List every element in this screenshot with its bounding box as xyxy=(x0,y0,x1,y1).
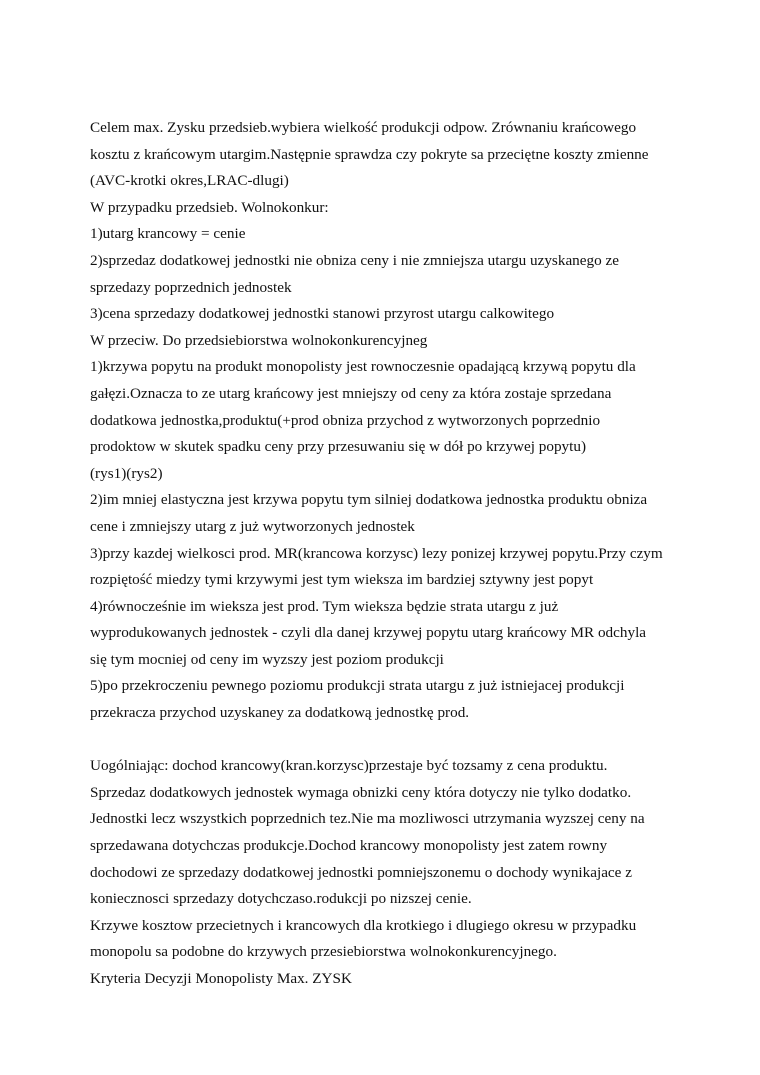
text-line: 1)utarg krancowy = cenie xyxy=(90,225,246,243)
text-line: 4)równocześnie im wieksza jest prod. Tym wieksza będzie strata utargu z już xyxy=(90,597,559,615)
text-line: W przeciw. Do przedsiebiorstwa wolnokonkurencyjneg xyxy=(90,331,428,349)
text-line: (AVC-krotki okres,LRAC-dlugi) xyxy=(90,172,289,190)
text-line: przekracza przychod uzyskaney za dodatkową jednostkę prod. xyxy=(90,704,470,722)
text-line: W przypadku przedsieb. Wolnokonkur: xyxy=(90,198,329,216)
text-line: kosztu z krańcowym utargim.Następnie sprawdza czy pokryte sa przeciętne koszty zmienne xyxy=(90,145,649,163)
text-line: rozpiętość miedzy tymi krzywymi jest tym wieksza im bardziej sztywny jest popyt xyxy=(90,571,594,589)
text-line: 5)po przekroczeniu pewnego poziomu produkcji strata utargu z już istniejacej produkcji xyxy=(90,677,625,695)
text-line: 1)krzywa popytu na produkt monopolisty jest rownoczesnie opadającą krzywą popytu dla xyxy=(90,358,636,376)
text-line: sprzedawana dotychczas produkcje.Dochod krancowy monopolisty jest zatem rowny xyxy=(90,837,608,855)
paragraph-1 xyxy=(90,115,690,727)
text-line: (rys1)(rys2) xyxy=(90,464,163,482)
text-line: się tym mocniej od ceny im wyzszy jest poziom produkcji xyxy=(90,650,444,668)
paragraph-spacer xyxy=(90,727,690,754)
paragraph-2 xyxy=(90,753,690,992)
text-line: wyprodukowanych jednostek - czyli dla danej krzywej popytu utarg krańcowy MR odchyla xyxy=(90,624,647,642)
text-line: Uogólniając: dochod krancowy(kran.korzysc)przestaje być tozsamy z cena produktu. xyxy=(90,757,608,775)
text-line: Krzywe kosztow przecietnych i krancowych dla krotkiego i dlugiego okresu w przypadku xyxy=(90,916,637,934)
text-line: Sprzedaz dodatkowych jednostek wymaga obnizki ceny która dotyczy nie tylko dodatko. xyxy=(90,783,632,801)
text-line: 2)im mniej elastyczna jest krzywa popytu tym silniej dodatkowa jednostka produktu obniza xyxy=(90,491,648,509)
text-line: 3)cena sprzedazy dodatkowej jednostki stanowi przyrost utargu calkowitego xyxy=(90,305,555,323)
text-line: koniecznosci sprzedazy dotychczaso.rodukcji po nizszej cenie. xyxy=(90,890,472,908)
text-line: gałęzi.Oznacza to ze utarg krańcowy jest mniejszy od ceny za która zostaje sprzedana xyxy=(90,384,612,402)
document-body xyxy=(90,115,690,993)
text-line: Celem max. Zysku przedsieb.wybiera wielkość produkcji odpow. Zrównaniu krańcowego xyxy=(90,119,637,136)
text-line: monopolu sa podobne do krzywych przesiebiorstwa wolnokonkurencyjnego. xyxy=(90,943,557,961)
text-line: prodoktow w skutek spadku ceny przy przesuwaniu się w dół po krzywej popytu) xyxy=(90,438,587,456)
text-line: dochodowi ze sprzedazy dodatkowej jednostki pomniejszonemu o dochody wynikajace z xyxy=(90,863,632,881)
text-line: Kryteria Decyzji Monopolisty Max. ZYSK xyxy=(90,970,352,987)
text-line: dodatkowa jednostka,produktu(+prod obniza przychod z wytworzonych poprzednio xyxy=(90,411,601,429)
text-line: 3)przy kazdej wielkosci prod. MR(krancowa korzysc) lezy ponizej krzywej popytu.Przy czym xyxy=(90,544,663,562)
text-line: cene i zmniejszy utarg z już wytworzonych jednostek xyxy=(90,517,415,535)
text-line: sprzedazy poprzednich jednostek xyxy=(90,278,292,296)
text-line: 2)sprzedaz dodatkowej jednostki nie obniza ceny i nie zmniejsza utargu uzyskanego ze xyxy=(90,251,619,269)
text-line: Jednostki lecz wszystkich poprzednich tez.Nie ma mozliwosci utrzymania wyzszej ceny na xyxy=(90,810,645,828)
